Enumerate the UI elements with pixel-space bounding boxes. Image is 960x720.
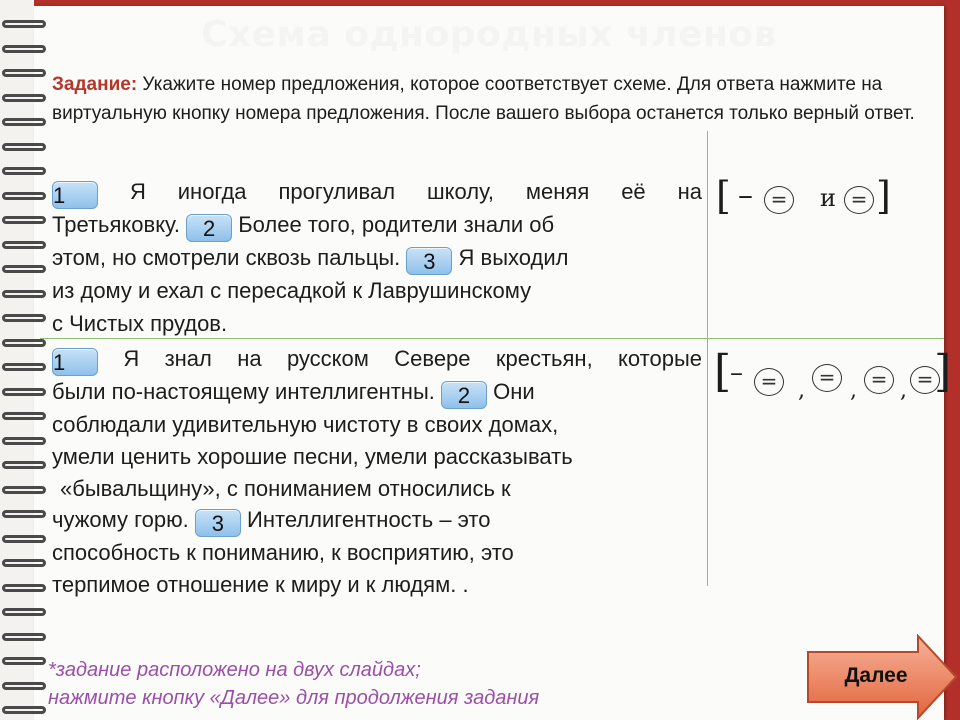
schema1-bracket-close: ] — [876, 174, 891, 218]
schema1-dash: – — [738, 178, 753, 213]
footnote-line-2: нажмите кнопку «Далее» для продолжения задания — [48, 687, 540, 709]
block1-line-2a: Третьяковку. — [52, 212, 180, 237]
spiral-ring — [2, 290, 46, 298]
block2-line-2a: были по-настоящему интеллигентны. — [52, 379, 435, 404]
task-text: Укажите номер предложения, которое соответствует схеме. Для ответа нажмите на виртуальную кнопку номера предложения. После вашего выбора останется только верный ответ. — [52, 74, 915, 124]
spiral-ring — [2, 143, 46, 151]
block2-line-2b: Они — [493, 379, 535, 404]
answer-button-1[interactable]: 1 — [52, 348, 98, 376]
sentence-block-1 — [52, 176, 702, 340]
block2-line-3: соблюдали удивительную чистоту в своих домах, — [52, 412, 559, 437]
schema1-conj: и — [820, 184, 836, 212]
next-button-label: Далее — [844, 664, 908, 687]
block2-line-7: способность к пониманию, к восприятию, это — [52, 540, 514, 566]
spiral-ring — [2, 363, 46, 371]
block1-line-4: из дому и ехал с пересадкой к Лаврушинскому — [52, 278, 532, 303]
schema2-member-1: = — [754, 368, 784, 396]
spiral-ring — [2, 461, 46, 469]
spiral-ring — [2, 608, 46, 616]
answer-button-3[interactable]: 3 — [195, 509, 241, 537]
schema-1 — [716, 174, 916, 228]
block1-line-2b: Более того, родители знали об — [238, 212, 555, 237]
block2-line-8: терпимое отношение к миру и к людям. . — [52, 572, 469, 598]
spiral-ring — [2, 437, 46, 445]
block2-line-6b: Интеллигентность – это — [247, 507, 491, 533]
spiral-ring — [2, 314, 46, 322]
schema2-bracket-close: ] — [934, 346, 952, 397]
schema2-comma-2: , — [850, 378, 857, 403]
answer-button-2[interactable]: 2 — [441, 381, 487, 409]
spiral-ring — [2, 192, 46, 200]
block1-line-3b: Я выходил — [458, 245, 569, 270]
answer-button-3[interactable]: 3 — [406, 247, 452, 275]
schema2-dash: – — [730, 358, 743, 388]
answer-button-1[interactable]: 1 — [52, 181, 98, 209]
spiral-ring — [2, 216, 46, 224]
spiral-ring — [2, 559, 46, 567]
spiral-ring — [2, 94, 46, 102]
schema2-member-3: = — [864, 366, 894, 394]
footnote — [48, 656, 539, 712]
spiral-ring — [2, 388, 46, 396]
spiral-ring — [2, 69, 46, 77]
schema2-comma-3: , — [900, 378, 907, 403]
task-instruction — [52, 70, 937, 128]
schema2-member-4: = — [910, 366, 940, 394]
schema1-member-2: = — [844, 186, 874, 214]
task-label: Задание: — [52, 74, 138, 95]
block2-line-6a: чужому горю. — [52, 507, 189, 533]
slide-title: Схема однородных членов — [201, 14, 777, 55]
spiral-ring — [2, 535, 46, 543]
schema-2 — [714, 346, 952, 412]
block2-line-4: умели ценить хорошие песни, умели рассказывать — [52, 443, 573, 469]
next-button[interactable] — [806, 634, 958, 720]
spiral-ring — [2, 657, 46, 665]
schema1-member-1: = — [764, 186, 794, 214]
spiral-ring — [2, 486, 46, 494]
schema2-bracket-open: [ — [714, 346, 732, 397]
schema2-member-2: = — [812, 364, 842, 392]
spiral-ring — [2, 412, 46, 420]
footnote-line-1: *задание расположено на двух слайдах; — [48, 659, 421, 681]
spiral-ring — [2, 584, 46, 592]
spiral-ring — [2, 633, 46, 641]
spiral-ring — [2, 682, 46, 690]
spiral-ring — [2, 706, 46, 714]
answer-button-2[interactable]: 2 — [186, 214, 232, 242]
spiral-ring — [2, 265, 46, 273]
schema2-comma-1: , — [798, 378, 805, 403]
spiral-ring — [2, 241, 46, 249]
sentence-block-2 — [52, 343, 702, 601]
block2-line-5: «бывальщину», с пониманием относились к — [60, 475, 511, 501]
spiral-ring — [2, 339, 46, 347]
column-divider — [707, 131, 708, 586]
schema1-bracket-open: [ — [716, 174, 731, 218]
spiral-ring — [2, 167, 46, 175]
spiral-ring — [2, 118, 46, 126]
block2-line-1: Я знал на русском Севере крестьян, которые — [123, 346, 702, 371]
block1-line-3a: этом, но смотрели сквозь пальцы. — [52, 245, 401, 270]
spiral-ring — [2, 510, 46, 518]
block1-line-1: Я иногда прогуливал школу, меняя её на — [129, 179, 702, 204]
block1-line-5: с Чистых прудов. — [52, 310, 228, 336]
